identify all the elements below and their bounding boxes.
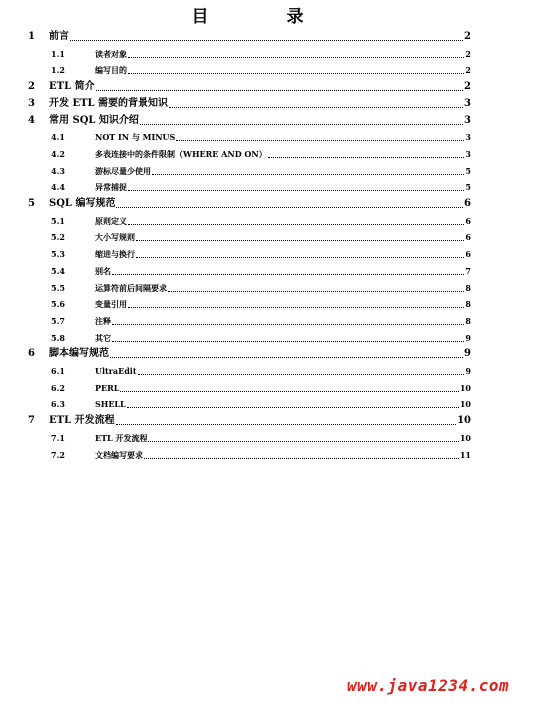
toc-entry-section[interactable] xyxy=(0,130,545,144)
toc-entry-label: ETL 开发流程 xyxy=(95,432,148,443)
dot-leader xyxy=(144,457,459,459)
toc-entry-page: 10 xyxy=(459,382,471,393)
toc-entry-page: 7 xyxy=(465,265,471,276)
toc-entry-line xyxy=(95,297,471,311)
toc-entry-page: 2 xyxy=(464,81,471,93)
toc-entry-page: 10 xyxy=(457,415,471,427)
toc-entry-page: 8 xyxy=(465,299,471,310)
toc-entry-line xyxy=(95,130,471,144)
dot-leader xyxy=(128,306,464,308)
toc-entry-label: 脚本编写规范 xyxy=(49,348,109,360)
toc-entry-number: 5 xyxy=(28,198,35,209)
toc-entry-page: 8 xyxy=(465,282,471,293)
toc-entry-label: 前言 xyxy=(49,31,69,42)
toc-entry-page: 2 xyxy=(465,65,471,76)
toc-entry-section[interactable] xyxy=(0,264,545,278)
dot-leader xyxy=(96,89,463,91)
toc-entry-line xyxy=(95,448,471,462)
toc-entry-page: 2 xyxy=(465,48,471,59)
toc-entry-page: 6 xyxy=(465,232,471,243)
toc-entry-label: PERL xyxy=(95,382,120,393)
dot-leader xyxy=(168,290,464,292)
toc-entry-page: 8 xyxy=(465,315,471,326)
toc-entry-line xyxy=(95,247,471,261)
toc-entry-line xyxy=(95,230,471,244)
toc-entry-number: 7 xyxy=(28,415,35,427)
toc-entry-page: 10 xyxy=(459,432,471,443)
dot-leader xyxy=(128,56,464,58)
toc-entry-line xyxy=(95,431,471,445)
dot-leader xyxy=(127,406,459,408)
toc-entry-number: 1.1 xyxy=(51,48,65,59)
toc-entry-chapter[interactable] xyxy=(0,80,545,94)
dot-leader xyxy=(110,356,463,358)
toc-entry-section[interactable] xyxy=(0,230,545,244)
toc-entry-label: ETL 开发流程 xyxy=(49,415,115,427)
dot-leader xyxy=(268,156,465,158)
toc-entry-section[interactable] xyxy=(0,297,545,311)
toc-entry-number: 1 xyxy=(28,31,35,42)
dot-leader xyxy=(152,173,464,175)
toc-entry-label: 常用 SQL 知识介绍 xyxy=(49,114,139,126)
toc-entry-line xyxy=(49,80,471,94)
toc-entry-page: 9 xyxy=(465,332,471,343)
toc-entry-page: 11 xyxy=(459,449,471,460)
toc-entry-section[interactable] xyxy=(0,214,545,228)
dot-leader xyxy=(120,390,458,392)
dot-leader xyxy=(112,323,464,325)
toc-entry-number: 5.6 xyxy=(51,299,65,310)
toc-entry-number: 6.2 xyxy=(51,382,65,393)
toc-entry-number: 6 xyxy=(28,348,35,360)
toc-entry-line xyxy=(95,63,471,77)
toc-entry-label: SQL 编写规范 xyxy=(49,198,116,209)
toc-entry-page: 3 xyxy=(464,114,471,126)
toc-entry-line xyxy=(95,147,471,161)
toc-entry-line xyxy=(49,347,471,361)
toc-entry-section[interactable] xyxy=(0,364,545,378)
toc-entry-number: 5.4 xyxy=(51,265,65,276)
toc-entry-number: 3 xyxy=(28,97,35,109)
toc-entry-section[interactable] xyxy=(0,381,545,395)
toc-entry-page: 6 xyxy=(464,198,471,209)
toc-entry-number: 4.4 xyxy=(51,182,65,193)
dot-leader xyxy=(128,72,464,74)
toc-entry-number: 1.2 xyxy=(51,65,65,76)
toc-entry-page: 6 xyxy=(465,249,471,260)
dot-leader xyxy=(128,223,464,225)
toc-entry-label: NOT IN 与 MINUS xyxy=(95,132,176,143)
dot-leader xyxy=(176,139,464,141)
toc-entry-page: 5 xyxy=(465,165,471,176)
dot-leader xyxy=(136,239,464,241)
toc-entry-label: 其它 xyxy=(95,332,111,343)
toc-entry-number: 4.3 xyxy=(51,165,65,176)
toc-entry-line xyxy=(95,381,471,395)
toc-entry-page: 6 xyxy=(465,215,471,226)
toc-entry-number: 4 xyxy=(28,114,35,126)
toc-entry-label: 读者对象 xyxy=(95,48,127,59)
toc-entry-label: 原则定义 xyxy=(95,215,127,226)
toc-entry-number: 5.8 xyxy=(51,332,65,343)
toc-entry-page: 10 xyxy=(459,399,471,410)
toc-entry-label: 异常捕捉 xyxy=(95,182,127,193)
toc-entry-section[interactable] xyxy=(0,397,545,411)
toc-entry-number: 2 xyxy=(28,81,35,93)
toc-entry-section[interactable] xyxy=(0,431,545,445)
toc-entry-page: 3 xyxy=(464,97,471,109)
toc-entry-number: 6.1 xyxy=(51,366,65,376)
toc-entry-label: 文档编写要求 xyxy=(95,449,143,460)
toc-entry-section[interactable] xyxy=(0,331,545,345)
toc-entry-section[interactable] xyxy=(0,314,545,328)
toc-entry-line xyxy=(95,281,471,295)
toc-entry-line xyxy=(95,314,471,328)
toc-entry-chapter[interactable] xyxy=(0,114,545,128)
toc-entry-line xyxy=(49,197,471,211)
toc-entry-line xyxy=(95,397,471,411)
toc-entry-chapter[interactable] xyxy=(0,97,545,111)
toc-title: 目 录 xyxy=(191,7,340,27)
toc-entry-section[interactable] xyxy=(0,63,545,77)
toc-entry-line xyxy=(95,331,471,345)
toc-entry-number: 4.2 xyxy=(51,148,65,159)
toc-entry-label: 别名 xyxy=(95,265,111,276)
toc-entry-label: 多表连接中的条件限制（WHERE AND ON） xyxy=(95,148,267,159)
toc-entry-number: 5.3 xyxy=(51,249,65,260)
dot-leader xyxy=(148,440,458,442)
dot-leader xyxy=(112,273,464,275)
toc-entry-label: 缩进与换行 xyxy=(95,249,135,260)
toc-entry-section[interactable] xyxy=(0,164,545,178)
dot-leader xyxy=(112,340,464,342)
toc-entry-number: 5.5 xyxy=(51,282,65,293)
toc-entry-line xyxy=(49,114,471,128)
toc-entry-section[interactable] xyxy=(0,448,545,462)
dot-leader xyxy=(128,189,464,191)
toc-entry-line xyxy=(49,97,471,111)
toc-entry-line xyxy=(49,30,471,44)
toc-entry-page: 2 xyxy=(464,31,471,42)
toc-entry-label: 编写目的 xyxy=(95,65,127,76)
toc-entry-label: 开发 ETL 需要的背景知识 xyxy=(49,97,169,109)
dot-leader xyxy=(169,106,463,108)
toc-entry-page: 5 xyxy=(465,182,471,193)
toc-entry-number: 6.3 xyxy=(51,399,65,410)
toc-entry-section[interactable] xyxy=(0,281,545,295)
toc-entry-section[interactable] xyxy=(0,47,545,61)
toc-entry-label: 游标尽量少使用 xyxy=(95,165,151,176)
dot-leader xyxy=(70,39,463,41)
toc-entry-chapter[interactable] xyxy=(0,414,545,428)
toc-entry-section[interactable] xyxy=(0,247,545,261)
toc-entry-label: ETL 简介 xyxy=(49,81,95,93)
toc-entry-line xyxy=(49,414,471,428)
toc-entry-number: 5.7 xyxy=(51,315,65,326)
dot-leader xyxy=(136,256,464,258)
toc-entry-page: 3 xyxy=(465,148,471,159)
toc-entry-label: 注释 xyxy=(95,315,111,326)
toc-entry-number: 7.2 xyxy=(51,449,65,460)
toc-entry-number: 7.1 xyxy=(51,432,65,443)
toc-entry-page: 9 xyxy=(464,348,471,360)
toc-entry-label: SHELL xyxy=(95,399,126,410)
dot-leader xyxy=(116,423,457,425)
toc-entry-label: 大小写规则 xyxy=(95,232,135,243)
toc-entry-line xyxy=(95,364,471,378)
toc-entry-chapter[interactable] xyxy=(0,30,545,44)
toc-entry-label: 变量引用 xyxy=(95,299,127,310)
toc-entry-page: 9 xyxy=(465,366,471,376)
toc-entry-number: 5.1 xyxy=(51,215,65,226)
toc-entry-label: 运算符前后间隔要求 xyxy=(95,282,167,293)
toc-entry-label: UltraEdit xyxy=(95,366,137,376)
toc-entry-section[interactable] xyxy=(0,180,545,194)
toc-entry-number: 4.1 xyxy=(51,132,65,143)
toc-entry-page: 3 xyxy=(465,132,471,143)
toc-entry-section[interactable] xyxy=(0,147,545,161)
watermark: www.java1234.com xyxy=(347,676,510,695)
toc-entry-line xyxy=(95,264,471,278)
toc-entry-line xyxy=(95,164,471,178)
toc-entry-line xyxy=(95,214,471,228)
toc-entry-chapter[interactable] xyxy=(0,347,545,361)
toc-entry-line xyxy=(95,47,471,61)
toc-entry-number: 5.2 xyxy=(51,232,65,243)
dot-leader xyxy=(116,206,463,208)
toc-entry-line xyxy=(95,180,471,194)
toc-entry-chapter[interactable] xyxy=(0,197,545,211)
dot-leader xyxy=(140,123,463,125)
dot-leader xyxy=(138,373,465,375)
